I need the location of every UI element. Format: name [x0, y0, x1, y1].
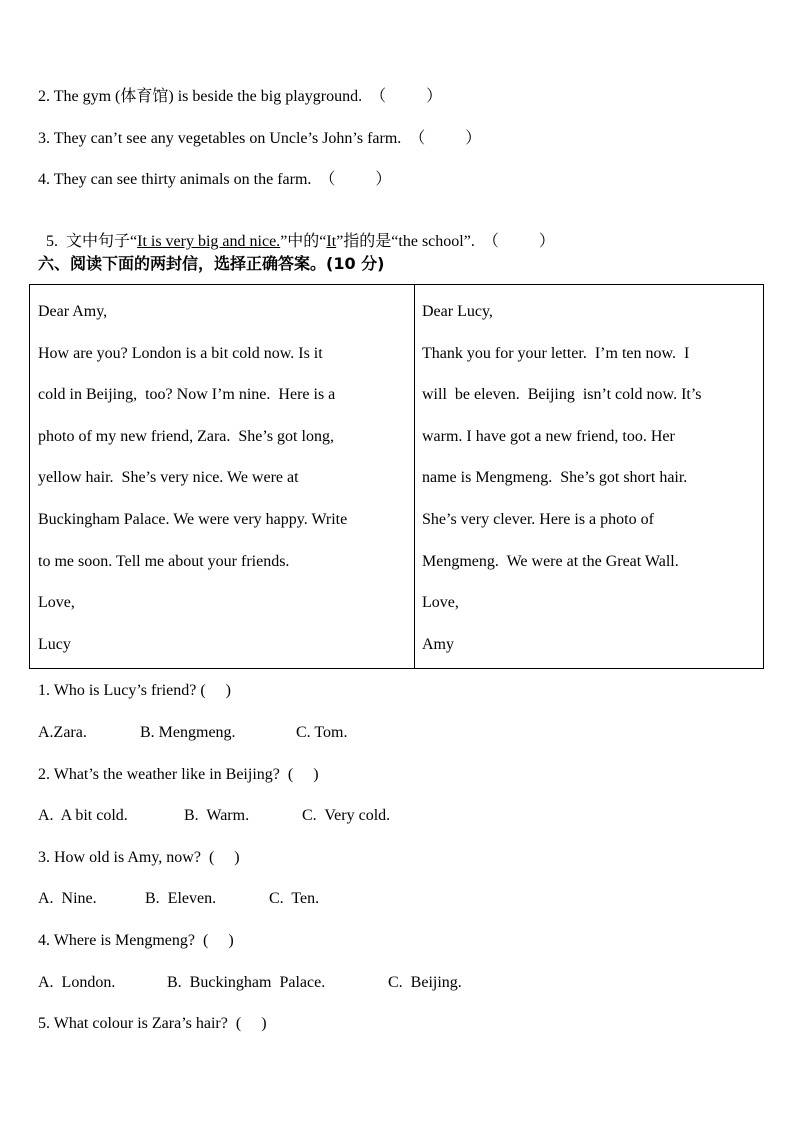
question-4: 4. Where is Mengmeng? ( ) — [38, 932, 234, 949]
statement-5-mid: ”中的“ — [280, 233, 327, 250]
q2-option-b: B. Warm. — [184, 807, 250, 824]
q1-option-b: B. Mengmeng. — [140, 724, 236, 741]
q4-option-a: A. London. — [38, 974, 116, 991]
q1-option-a: A.Zara. — [38, 724, 87, 741]
statement-5 — [38, 212, 555, 252]
right-letter-line: Thank you for your letter. I’m ten now. I — [422, 345, 690, 362]
right-letter-line: Amy — [422, 636, 454, 653]
q1-option-c: C. Tom. — [296, 724, 348, 741]
q3-option-c: C. Ten. — [269, 890, 320, 907]
q3-option-a: A. Nine. — [38, 890, 97, 907]
left-letter-line: photo of my new friend, Zara. She’s got long, — [38, 428, 334, 445]
section-6-title: 六、阅读下面的两封信，选择正确答案。(10 分) — [38, 254, 385, 273]
left-letter-line: Dear Amy, — [38, 303, 108, 320]
q2-option-c: C. Very cold. — [302, 807, 391, 824]
statement-3: 3. They can’t see any vegetables on Uncle’s John’s farm. （ ） — [38, 130, 482, 147]
left-letter-line: Buckingham Palace. We were very happy. Write — [38, 511, 348, 528]
statement-5-post: ”指的是“the school”. （ ） — [336, 233, 555, 250]
q4-option-c: C. Beijing. — [388, 974, 462, 991]
question-2: 2. What’s the weather like in Beijing? ( ) — [38, 766, 319, 783]
statement-5-pre: 5. 文中句子“ — [46, 233, 138, 250]
statement-2: 2. The gym (体育馆) is beside the big playground. （ ） — [38, 88, 443, 105]
right-letter-line: Dear Lucy, — [422, 303, 493, 320]
statement-4: 4. They can see thirty animals on the farm. （ ） — [38, 171, 392, 188]
right-letter-line: She’s very clever. Here is a photo of — [422, 511, 654, 528]
statement-5-underlined-sentence: It is very big and nice. — [137, 233, 281, 250]
right-letter-line: name is Mengmeng. She’s got short hair. — [422, 469, 688, 486]
right-letter-line: warm. I have got a new friend, too. Her — [422, 428, 675, 445]
table-divider — [414, 285, 415, 668]
left-letter-line: How are you? London is a bit cold now. Is it — [38, 345, 323, 362]
left-letter-line: Love, — [38, 594, 75, 611]
question-1: 1. Who is Lucy’s friend? ( ) — [38, 682, 231, 699]
q2-option-a: A. A bit cold. — [38, 807, 128, 824]
right-letter-line: Love, — [422, 594, 459, 611]
q4-option-b: B. Buckingham Palace. — [167, 974, 326, 991]
left-letter-line: cold in Beijing, too? Now I’m nine. Here is a — [38, 386, 336, 403]
statement-5-underlined-it: It — [326, 233, 337, 250]
q3-option-b: B. Eleven. — [145, 890, 217, 907]
right-letter-line: will be eleven. Beijing isn’t cold now. It’s — [422, 386, 702, 403]
left-letter-line: to me soon. Tell me about your friends. — [38, 553, 290, 570]
right-letter-line: Mengmeng. We were at the Great Wall. — [422, 553, 679, 570]
letters-table — [29, 284, 764, 669]
question-5: 5. What colour is Zara’s hair? ( ) — [38, 1015, 267, 1032]
left-letter-line: Lucy — [38, 636, 71, 653]
question-3: 3. How old is Amy, now? ( ) — [38, 849, 240, 866]
left-letter-line: yellow hair. She’s very nice. We were at — [38, 469, 299, 486]
